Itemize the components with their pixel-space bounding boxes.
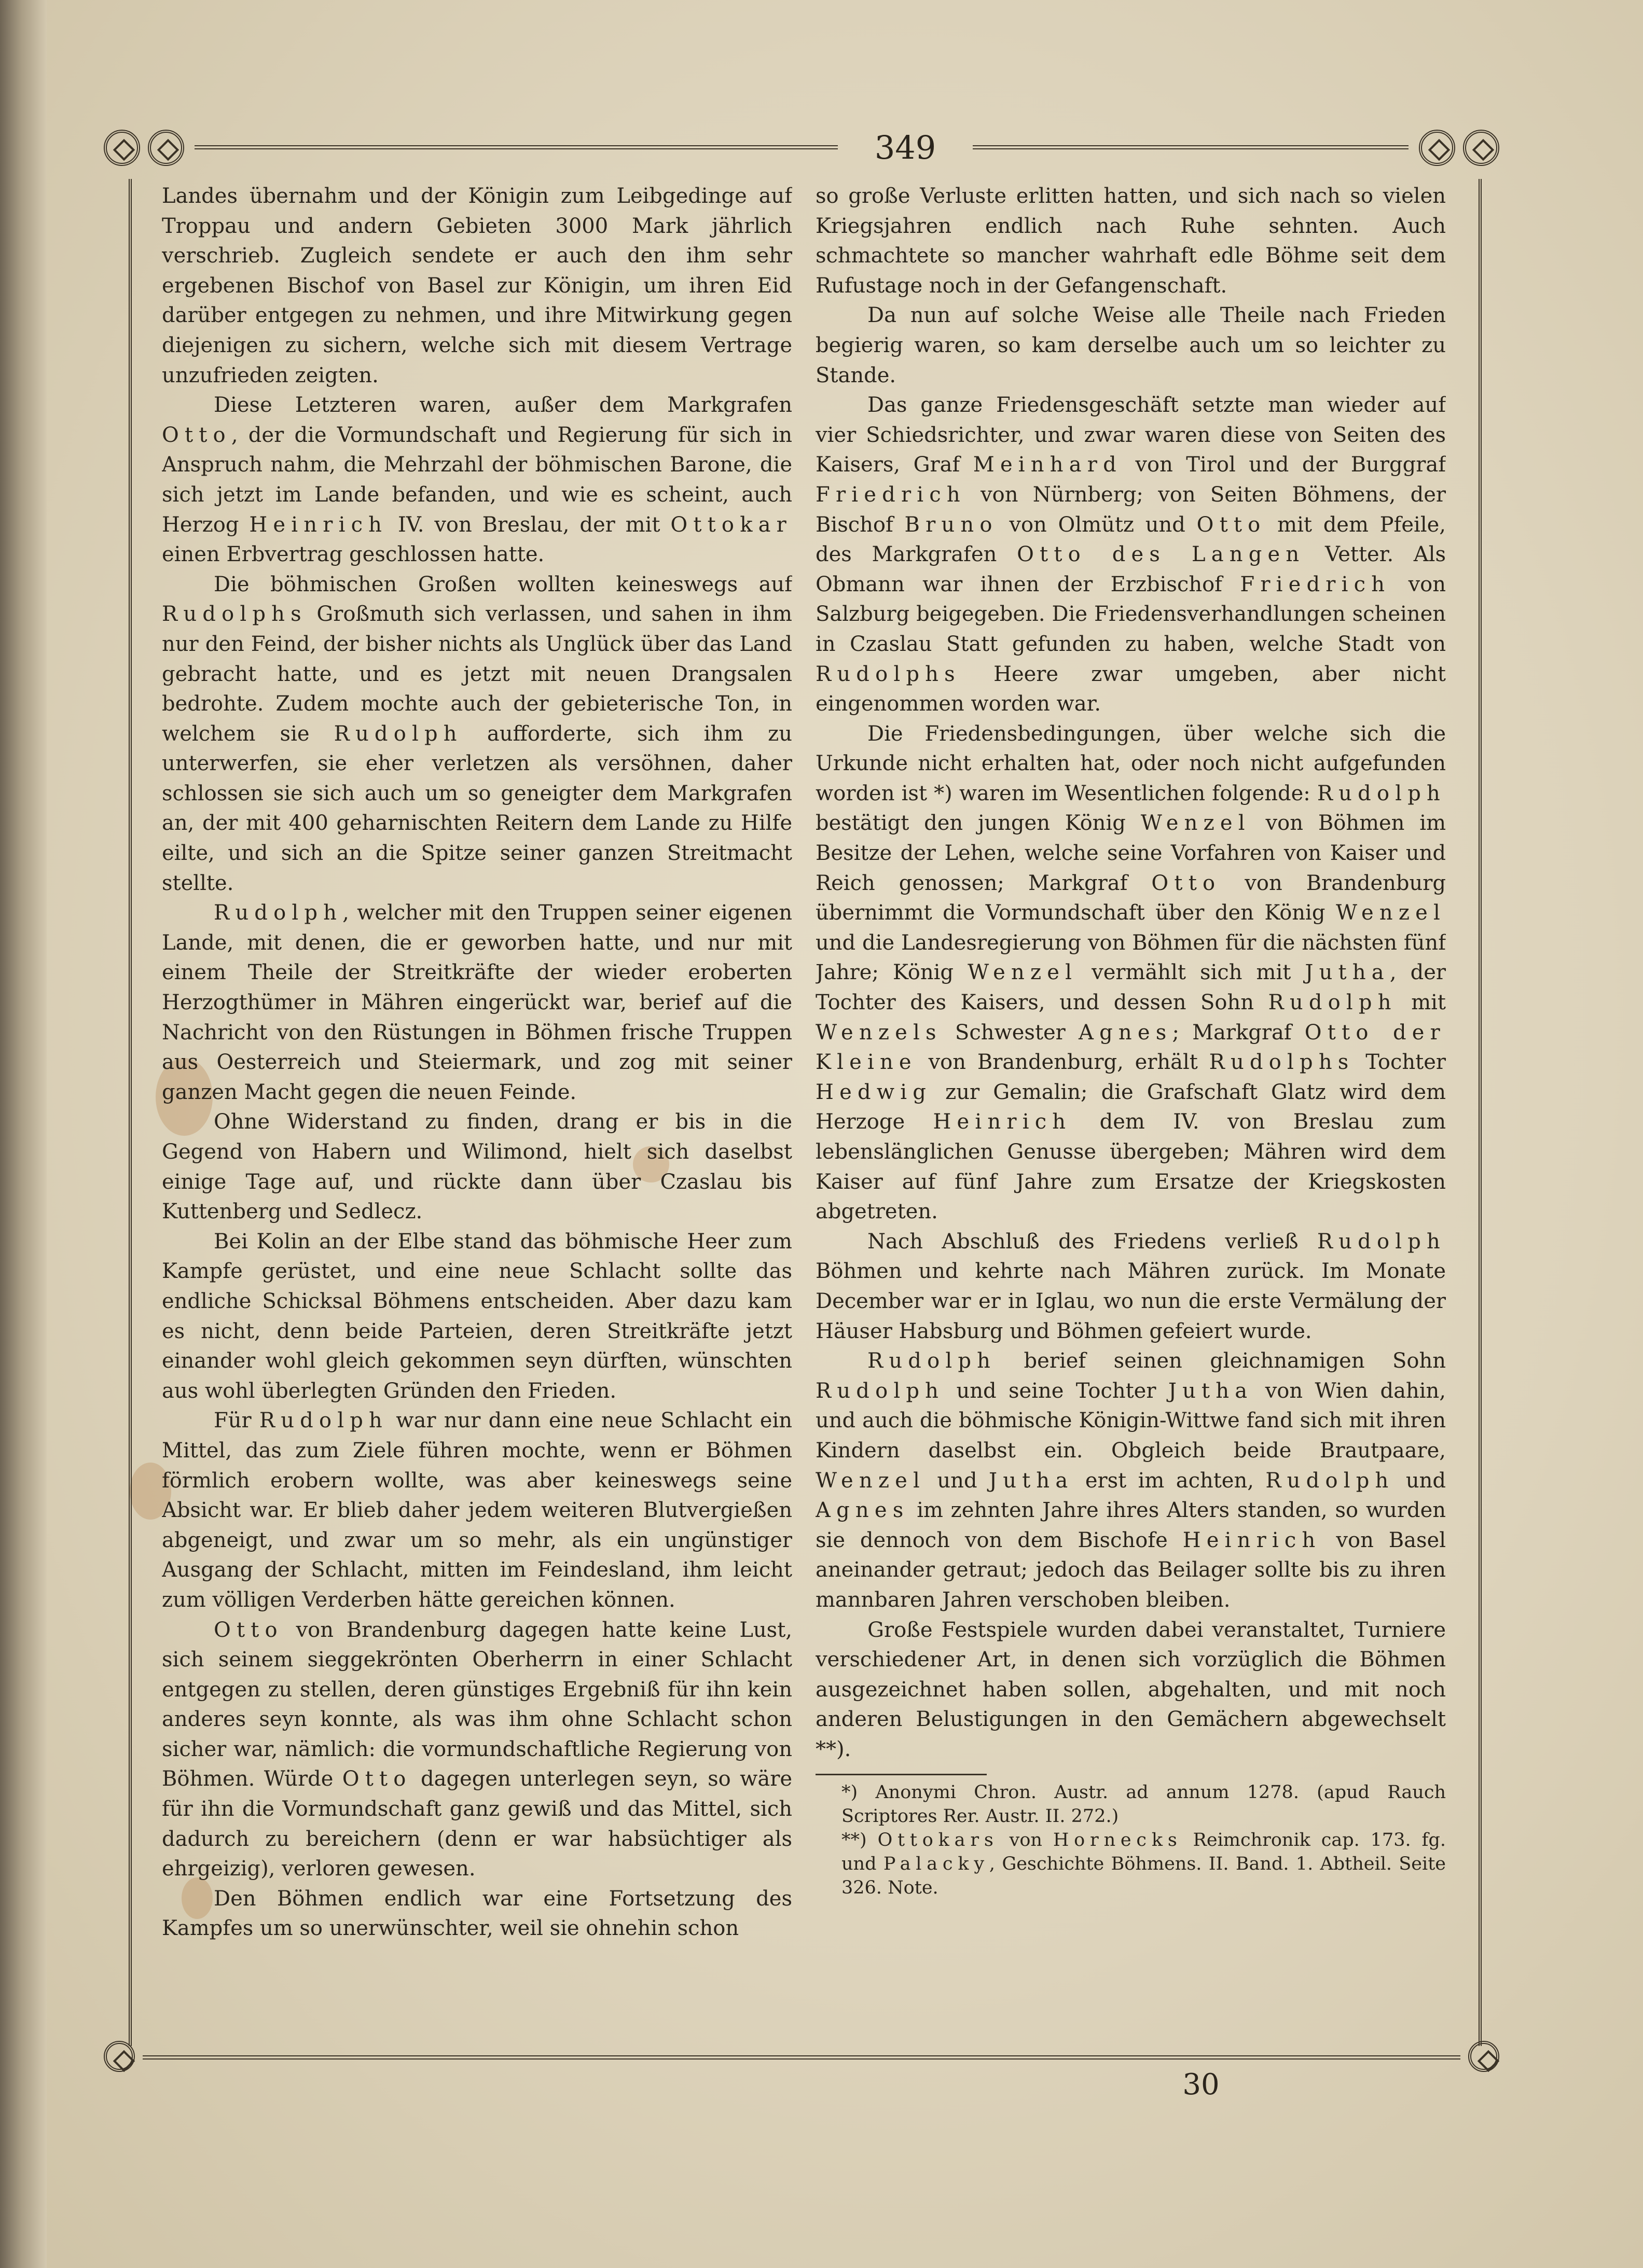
name-agnes: Agnes	[816, 1498, 909, 1523]
paragraph-text: vermählt sich mit	[1078, 961, 1305, 985]
name-otto: Otto	[214, 1618, 283, 1642]
paragraph	[162, 391, 792, 570]
name-bruno: Bruno	[904, 512, 998, 537]
paragraph	[816, 391, 1446, 719]
paragraph-text: im zehnten Jahre ihres Alters standen, so wurden sie dennoch von dem Bischofe	[816, 1498, 1446, 1552]
ornament-left-icon	[104, 130, 140, 166]
paragraph-text: Ohne Widerstand zu finden, drang er bis in die Gegend von Habern und Wilimond, hielt sich daselbst einige Tage auf, und rückte dann über Czaslau bis Kuttenberg und Sedlecz.	[162, 1110, 792, 1224]
paragraph-text: zur Gemalin; die Grafschaft Glatz wird dem Herzoge	[816, 1080, 1446, 1134]
paragraph-text: Die böhmischen Großen wollten keineswegs auf	[214, 572, 792, 596]
paragraph-text: Böhmen und kehrte nach Mähren zurück. Im Monate December war er in Iglau, wo nun die erste Vermälung der Häuser Habsburg und Böhmen gefeiert wurde.	[816, 1259, 1446, 1343]
name-wenzel: Wenzel	[968, 961, 1078, 985]
paragraph-text: Nach Abschluß des Friedens verließ	[867, 1229, 1317, 1254]
paragraph-text: , welcher mit den Truppen seiner eigenen Lande, mit denen, die er geworben hatte, und nur mit einem Theile der Streitkräfte der wieder eroberten Herzogthümer in Mähren eingerückt war, berief auf die Nachricht von den Rüstungen in Böhmen frische Truppen aus Oesterreich und Steiermark, und zog mit seiner ganzen Macht gegen die neuen Feinde.	[162, 901, 792, 1104]
paragraph-text: berief seinen gleichnamigen Sohn	[996, 1349, 1446, 1373]
paragraph-text: war nur dann eine neue Schlacht ein Mittel, das zum Ziele führen mochte, wenn er Böhmen förmlich erobern wollte, was aber keineswegs seine Absicht war. Er blieb daher jedem weiteren Blutvergießen abgeneigt, und zwar um so mehr, als ein ungünstiger Ausgang der Schlacht, mitten im Feindesland, ihm leicht zum völligen Verderben hätte gereichen können.	[162, 1409, 792, 1612]
paragraph	[162, 1616, 792, 1884]
paragraph	[162, 570, 792, 899]
paragraph-text: Die Friedensbedingungen, über welche sich die Urkunde nicht erhalten hat, oder noch nicht aufgefunden worden ist *) waren im Wesentlichen folgende:	[816, 721, 1446, 805]
paragraph-text: Das ganze Friedensgeschäft setzte man wieder auf vier Schiedsrichter, und zwar waren diese von Seiten des Kaisers, Graf	[816, 393, 1446, 477]
paragraph-text: Schwester	[942, 1020, 1079, 1045]
page-header	[104, 130, 1499, 166]
paragraph-text: , der die Vormundschaft und Regierung für sich in Anspruch nahm, die Mehrzahl der böhmischen Barone, die sich jetzt im Lande befanden, und wie es scheint, auch Herzog	[162, 423, 792, 537]
footnote-text: *) Anonymi Chron. Austr. ad annum 1278. (apud Rauch Scriptores Rer. Austr. II. 272.)	[841, 1782, 1446, 1827]
paragraph-text: von Böhmen im Besitze der Lehen, welche seine Vorfahren von Kaiser und Reich genossen; Markgraf	[816, 811, 1446, 895]
name-ottokars: Ottokars	[877, 1830, 999, 1851]
name-jutha: Jutha	[988, 1468, 1074, 1493]
name-heinrich: Heinrich	[933, 1110, 1072, 1134]
name-rudolphs: Rudolphs	[816, 662, 961, 686]
name-rudolph: Rudolph	[1317, 781, 1446, 805]
name-wenzels: Wenzels	[816, 1020, 942, 1045]
paragraph	[816, 182, 1446, 301]
paragraph-text: ; Markgraf	[1172, 1020, 1305, 1045]
paragraph-text: von Salzburg beigegeben. Die Friedensverhandlungen scheinen in Czaslau Statt gefunden zu haben, welche Stadt von	[816, 572, 1446, 656]
paragraph-text: mit dem Pfeile, des Markgrafen	[816, 512, 1446, 567]
paragraph-text: IV. von Breslau, der mit	[388, 512, 671, 537]
paragraph	[816, 1227, 1446, 1346]
name-friedrich: Friedrich	[816, 482, 966, 507]
paragraph-text: , der Tochter des Kaisers, und dessen Sohn	[816, 961, 1446, 1015]
paragraph-text: Für	[214, 1409, 259, 1433]
name-ottokar: Ottokar	[670, 512, 792, 537]
name-jutha: Jutha	[1168, 1379, 1253, 1403]
name-otto: Otto	[342, 1767, 412, 1791]
paragraph-text: Große Festspiele wurden dabei veranstaltet, Turniere verschiedener Art, in denen sich vorzüglich die Böhmen ausgezeichnet haben sollen, abgehalten, und mit noch anderen Belustigungen in den Gemächern abgewechselt **).	[816, 1618, 1446, 1761]
name-jutha: Jutha	[1305, 961, 1390, 985]
name-rudolph: Rudolph	[259, 1409, 389, 1433]
paragraph-text: Diese Letzteren waren, außer dem Markgrafen	[214, 393, 792, 418]
name-rudolph: Rudolph	[1265, 1468, 1395, 1493]
paragraph-text: Großmuth sich verlassen, und sahen in ihm nur den Feind, der bisher nichts als Unglück über das Land gebracht hatte, und es jetzt mit neuen Drangsalen bedrohte. Zudem mochte auch der gebieterische Ton, in welchem sie	[162, 602, 792, 746]
paragraph	[162, 182, 792, 391]
paragraph-text: Vetter. Als Obmann war ihnen der Erzbischof	[816, 542, 1446, 596]
footnote	[816, 1828, 1446, 1900]
paragraph-text: Landes übernahm und der Königin zum Leibgedinge auf Troppau und andern Gebieten 3000 Mark jährlich verschrieb. Zugleich sendete er auch den ihm sehr ergebenen Bischof von Basel zur Königin, um ihren Eid darüber entgegen zu nehmen, und ihre Mitwirkung gegen diejenigen zu sichern, welche sich mit diesem Vertrage unzufrieden zeigten.	[162, 184, 792, 387]
paragraph	[162, 1227, 792, 1407]
name-rudolphs: Rudolphs	[1209, 1050, 1355, 1075]
footer-line	[143, 2055, 1460, 2060]
name-rudolph: Rudolph	[867, 1349, 997, 1373]
name-wenzel: Wenzel	[1335, 901, 1446, 925]
ornament-right-icon	[1468, 2041, 1499, 2072]
paragraph-text: dem IV. von Breslau zum lebenslänglichen Genusse übergeben; Mähren wird dem Kaiser auf fünf Jahre zum Ersatze der Kriegskosten abgetreten.	[816, 1110, 1446, 1224]
paragraph-text: von Brandenburg, erhält	[917, 1050, 1209, 1075]
name-wenzel: Wenzel	[1140, 811, 1251, 836]
paragraph	[162, 1107, 792, 1227]
footnote-text: von	[998, 1830, 1053, 1851]
paragraph-text: und seine Tochter	[944, 1379, 1168, 1403]
paragraph-text: und die Landesregierung von Böhmen für die nächsten fünf Jahre; König	[816, 930, 1446, 985]
name-hedwig: Hedwig	[816, 1080, 932, 1104]
left-column	[162, 182, 792, 2028]
name-rudolph: Rudolph	[1268, 991, 1397, 1015]
name-palacky: Palacky	[883, 1854, 989, 1875]
paragraph-text: und	[1394, 1468, 1446, 1493]
header-rule-right	[973, 145, 1409, 149]
name-rudolph: Rudolph	[214, 901, 343, 925]
footnote-text: **)	[841, 1830, 878, 1851]
name-meinhard: Meinhard	[973, 453, 1122, 477]
paragraph-text: von Tirol und der Burggraf	[1122, 453, 1446, 477]
name-heinrich: Heinrich	[249, 512, 388, 537]
paragraph-text: so große Verluste erlitten hatten, und sich nach so vielen Kriegsjahren endlich nach Ruhe sehnten. Auch schmachtete so mancher wahrhaft edle Böhme seit dem Rufustage noch in der Gefangenschaft.	[816, 184, 1446, 298]
name-agnes: Agnes	[1078, 1020, 1172, 1045]
paragraph-text: von Brandenburg übernimmt die Vormundschaft über den König	[816, 871, 1446, 925]
page-number: 349	[874, 129, 936, 166]
paragraph	[816, 1616, 1446, 1765]
paragraph-text: bestätigt den jungen König	[816, 811, 1141, 836]
ornament-right-icon	[1419, 130, 1455, 166]
name-rudolphs: Rudolphs	[162, 602, 307, 627]
paragraph-text: Tochter	[1354, 1050, 1446, 1075]
name-rudolph: Rudolph	[816, 1379, 945, 1403]
paragraph-text: dagegen unterlegen seyn, so wäre für ihn die Vormundschaft ganz gewiß und das Mittel, sich dadurch zu bereichern (denn er war habsüchtiger als ehrgeizig), verloren gewesen.	[162, 1767, 792, 1881]
paragraph	[162, 1406, 792, 1615]
paragraph-text: von Nürnberg; von Seiten Böhmens, der Bischof	[816, 482, 1446, 537]
paragraph	[816, 1346, 1446, 1615]
name-friedrich: Friedrich	[1240, 572, 1391, 596]
paragraph	[162, 1884, 792, 1944]
paragraph-text: mit	[1397, 991, 1446, 1015]
paragraph	[816, 301, 1446, 391]
footnote	[816, 1780, 1446, 1828]
name-rudolph: Rudolph	[334, 721, 463, 746]
paragraph-text: von Basel aneinander getraut; jedoch das Beilager sollte bis zu ihren mannbaren Jahren verschoben bleiben.	[816, 1528, 1446, 1612]
paragraph	[162, 898, 792, 1107]
footnote-text: Reimchronik cap. 173. fg. und	[841, 1830, 1446, 1875]
name-otto: Otto	[1196, 512, 1266, 537]
ornament-left-icon	[104, 2041, 135, 2072]
ornament-right-icon	[1463, 130, 1499, 166]
name-heinrich: Heinrich	[1182, 1528, 1321, 1552]
name-otto-kleine: Otto der Kleine	[816, 1020, 1446, 1075]
footer-rule	[104, 2051, 1499, 2067]
paragraph-text: aufforderte, sich ihm zu unterwerfen, sie eher verletzen als versöhnen, daher schlossen sie sich auch um so geneigter dem Markgrafen an, der mit 400 geharnischten Reitern dem Lande zu Hilfe eilte, und sich an die Spitze seiner ganzen Streitmacht stellte.	[162, 721, 792, 895]
name-otto: Otto	[1151, 871, 1221, 895]
paragraph-text: erst im achten,	[1073, 1468, 1266, 1493]
footnote-divider	[816, 1774, 987, 1775]
header-rule-left	[195, 145, 838, 149]
paragraph-text: einen Erbvertrag geschlossen hatte.	[162, 542, 545, 567]
paragraph-text: Bei Kolin an der Elbe stand das böhmische Heer zum Kampfe gerüstet, und eine neue Schlacht sollte das endliche Schicksal Böhmens entscheiden. Aber dazu kam es nicht, denn beide Parteien, deren Streitkräfte jetzt einander wohl gleich gekommen seyn dürften, wünschten aus wohl überlegten Gründen den Frieden.	[162, 1229, 792, 1403]
paragraph-text: Heere zwar umgeben, aber nicht eingenommen worden war.	[816, 662, 1446, 716]
paragraph	[816, 719, 1446, 1227]
footnote-text: , Geschichte Böhmens. II. Band. 1. Abtheil. Seite 326. Note.	[841, 1854, 1446, 1899]
right-column	[816, 182, 1446, 2028]
name-hornecks: Hornecks	[1053, 1830, 1182, 1851]
name-wenzel: Wenzel	[816, 1468, 926, 1493]
signature-mark: 30	[1182, 2068, 1220, 2102]
name-otto: Otto	[162, 423, 231, 447]
paragraph-text: von Brandenburg dagegen hatte keine Lust, sich seinem sieggekrönten Oberherrn in einer Schlacht entgegen zu stellen, deren günstiges Ergebniß für ihn kein anderes seyn konnte, als was ihm ohne Schlacht schon sicher war, nämlich: die vormundschaftliche Regierung von Böhmen. Würde	[162, 1618, 792, 1791]
paragraph-text: Den Böhmen endlich war eine Fortsetzung des Kampfes um so unerwünschter, weil sie ohnehin schon	[162, 1886, 792, 1941]
paragraph-text: von Wien dahin, und auch die böhmische Königin-Wittwe fand sich mit ihren Kindern daselbst ein. Obgleich beide Brautpaare,	[816, 1379, 1446, 1463]
name-rudolph: Rudolph	[1317, 1229, 1446, 1254]
ornament-left-icon	[148, 130, 184, 166]
name-otto-langen: Otto des Langen	[1017, 542, 1305, 567]
binding-gutter	[0, 0, 47, 2268]
paragraph-text: und	[926, 1468, 989, 1493]
paragraph-text: Da nun auf solche Weise alle Theile nach Frieden begierig waren, so kam derselbe auch um so leichter zu Stande.	[816, 303, 1446, 387]
paragraph-text: von Olmütz und	[998, 512, 1197, 537]
